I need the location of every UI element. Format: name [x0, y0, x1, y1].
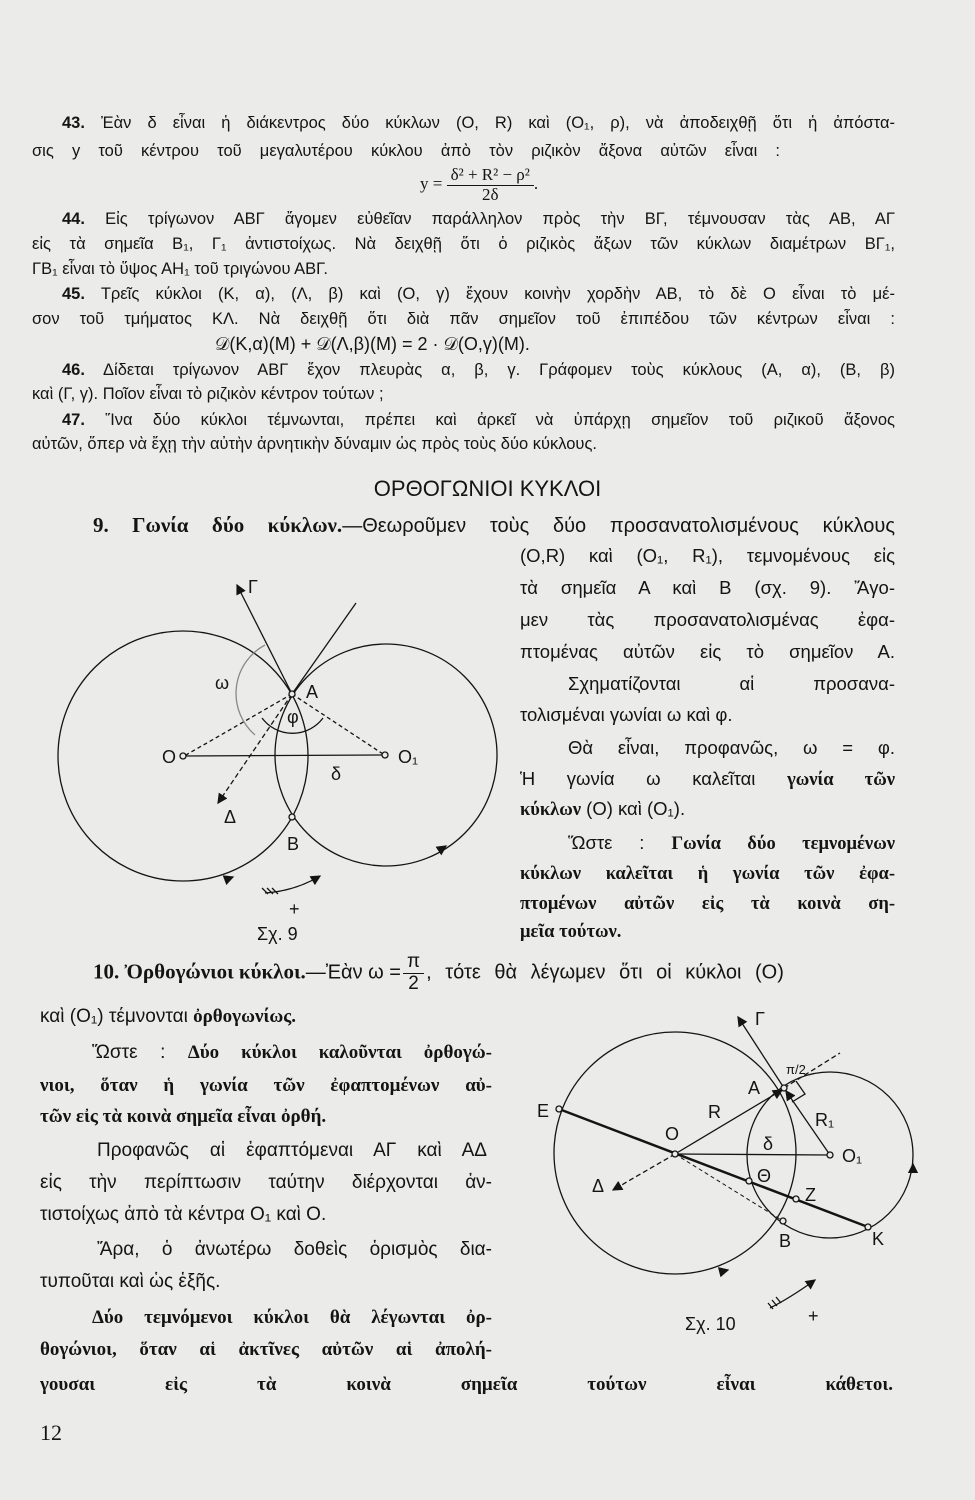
- radius-o1a: [292, 694, 383, 754]
- label-r1: R₁: [815, 1110, 835, 1130]
- section-10-line-10: τυποῦται καὶ ὡς ἑξῆς.: [40, 1271, 221, 1292]
- section-10-line-9: Ἄρα, ὁ ἀνωτέρω δοθεὶς ὁρισμὸς δια-: [97, 1239, 492, 1260]
- section-9-line-6: Σχηματίζονται αἱ προσανα-: [568, 673, 895, 694]
- rotation-direction-icon: [265, 876, 320, 893]
- exercise-number: 44.: [62, 210, 85, 228]
- text: —Ἐὰν ω =: [305, 961, 401, 984]
- section-10-line-1: [93, 952, 784, 995]
- label-b: Β: [287, 834, 300, 854]
- section-10-line-6: Προφανῶς αἱ ἐφαπτόμεναι ΑΓ καὶ ΑΔ: [97, 1140, 487, 1161]
- period: .: [533, 174, 539, 194]
- label-gamma: Γ: [248, 577, 258, 597]
- label-gamma: Γ: [755, 1009, 765, 1029]
- text: Τρεῖς κύκλοι (Κ, α), (Λ, β) καὶ (Ο, γ) ἔχουν κοινὴν χορδὴν ΑΒ, τὸ δὲ Ο εἶναι τὸ μέ-: [100, 285, 895, 303]
- label-o1: Ο₁: [842, 1146, 863, 1166]
- exercise-46-line-2: καὶ (Γ, γ). Ποῖον εἶναι τὸ ριζικὸν κέντρον τούτων ;: [32, 385, 384, 403]
- diameter-ek: [559, 1109, 868, 1227]
- exercise-45-line-1: [62, 284, 895, 306]
- tangent-gamma: [738, 1017, 784, 1088]
- label-plus: +: [289, 899, 300, 919]
- section-10-line-12: θογώνιοι, ὅταν αἱ ἀκτῖνες αὐτῶν αἱ ἀπολή-: [40, 1339, 492, 1360]
- point-b: [780, 1218, 786, 1224]
- point-b: [289, 814, 295, 820]
- figure-10: [554, 1017, 913, 1309]
- label-delta-upper: Δ: [224, 807, 237, 827]
- text: (Ο) καὶ (Ο₁).: [586, 798, 686, 819]
- label-z: Ζ: [805, 1185, 816, 1205]
- orientation-arrow: [440, 846, 446, 850]
- section-title: ΟΡΘΟΓΩΝΙΟΙ ΚΥΚΛΟΙ: [373, 476, 602, 501]
- label-delta-upper: Δ: [592, 1176, 605, 1196]
- page-number: 12: [40, 1420, 62, 1445]
- section-9-line-11: [568, 831, 895, 856]
- numerator: δ² + R² − ρ²: [447, 166, 534, 186]
- text: Δίδεται τρίγωνον ΑΒΓ ἔχον πλευρὰς α, β, γ. Γράφομεν τοὺς κύκλους (Α, α), (Β, β): [103, 361, 895, 379]
- arrow-feathers: [768, 1297, 781, 1309]
- center-line: [183, 755, 386, 756]
- fraction: [447, 166, 534, 204]
- point-o1: [827, 1152, 833, 1158]
- section-9-line-14: μεῖα τούτων.: [520, 922, 622, 942]
- section-heading: 9. Γωνία δύο κύκλων.: [93, 513, 343, 537]
- circle-o1: [747, 1072, 913, 1238]
- fraction-pi-over-2: [403, 952, 424, 995]
- label-o1: Ο₁: [398, 747, 419, 767]
- section-9-line-10: [520, 798, 685, 823]
- circle-o: [58, 631, 308, 881]
- point-z: [793, 1196, 799, 1202]
- formula-lhs: y =: [420, 174, 443, 194]
- label-delta: δ: [331, 764, 342, 784]
- point-o: [672, 1151, 678, 1157]
- section-9-line-3: τὰ σημεῖα Α καὶ Β (σχ. 9). Ἄγο-: [520, 577, 895, 598]
- angle-phi-arc: [262, 718, 323, 733]
- text: , τότε θὰ λέγωμεν ὅτι οἱ κύκλοι (Ο): [426, 961, 784, 984]
- label-b: Β: [779, 1231, 792, 1251]
- tangent-delta: [613, 1154, 675, 1190]
- section-9-line-13: πτομένων αὐτῶν εἰς τὰ κοινὰ ση-: [520, 894, 895, 914]
- orientation-arrow: [720, 1270, 728, 1272]
- figure-9-labels: [162, 577, 418, 944]
- exercise-number: 47.: [62, 411, 85, 429]
- section-10-line-13: γουσαι εἰς τὰ κοινὰ σημεῖα τούτων εἶναι κάθετοι.: [40, 1374, 893, 1395]
- text: Ὥστε :: [568, 832, 645, 853]
- section-10-line-4: νιοι, ὅταν ἡ γωνία τῶν ἐφαπτομένων αὐ-: [40, 1075, 492, 1096]
- text: —Θεωροῦμεν τοὺς δύο προσανατολισμένους κύκλους: [342, 515, 895, 537]
- tangent-gamma: [237, 585, 292, 694]
- exercise-44-line-2: εἰς τὰ σημεῖα Β₁, Γ₁ ἀντιστοίχως. Νὰ δειχθῇ ὅτι ὁ ριζικὸς ἄξων τῶν κύκλων διαμέτρων ΒΓ₁,: [32, 235, 895, 253]
- section-heading: 10. Ὀρθογώνιοι κύκλοι.: [93, 959, 306, 984]
- figure-10-labels: [537, 1009, 884, 1334]
- point-k: [865, 1224, 871, 1230]
- exercise-43-line-1: [62, 113, 895, 135]
- section-10-line-11: Δύο τεμνόμενοι κύκλοι θὰ λέγωνται ὀρ-: [92, 1307, 492, 1328]
- section-10-line-5: τῶν εἰς τὰ κοινὰ σημεῖα εἶναι ὀρθή.: [40, 1106, 327, 1127]
- figure-9-caption: Σχ. 9: [257, 924, 298, 944]
- label-omega: ω: [215, 673, 230, 693]
- section-9-line-2: (Ο,R) καὶ (Ο₁, R₁), τεμνομένους εἰς: [520, 545, 895, 566]
- point-theta: [746, 1178, 752, 1184]
- center-line: [675, 1154, 830, 1155]
- bold-definition: Γωνία δύο τεμνομένων: [671, 834, 895, 854]
- tangent-line: [292, 603, 356, 694]
- section-10-line-7: εἰς τὴν περίπτωσιν ταύτην διέρχονται ἀν-: [40, 1172, 492, 1193]
- exercise-45-line-2: σον τοῦ τμήματος ΚΛ. Νὰ δειχθῇ ὅτι διὰ πᾶν σημεῖον τοῦ ἐπιπέδου τῶν κέντρων εἶναι :: [32, 310, 895, 328]
- point-a: [781, 1085, 787, 1091]
- point-o: [180, 753, 186, 759]
- circle-o1: [275, 644, 497, 866]
- section-9-line-9: [520, 767, 895, 792]
- angle-omega-arc: [236, 645, 265, 735]
- circle-o: [554, 1032, 796, 1274]
- label-e: Ε: [537, 1101, 550, 1121]
- bold-definition: Δύο κύκλοι καλοῦνται ὀρθογώ-: [187, 1042, 492, 1063]
- rotation-direction-icon: [770, 1280, 815, 1308]
- label-o: Ο: [162, 747, 177, 767]
- figure-10-caption: Σχ. 10: [685, 1314, 736, 1334]
- figure-9: [58, 585, 497, 894]
- point-e: [556, 1106, 562, 1112]
- exercise-44-line-1: [62, 209, 895, 231]
- exercise-number: 46.: [62, 361, 85, 379]
- denominator: 2: [403, 973, 424, 995]
- exercise-47-line-2: αὐτῶν, ὅπερ νὰ ἔχῃ τὴν αὐτὴν ἀρνητικὴν δύναμιν ὡς πρὸς τοὺς δύο κύκλους.: [32, 435, 597, 453]
- text: Ἡ γωνία ω καλεῖται: [520, 768, 756, 789]
- section-10-line-2: [40, 1006, 296, 1032]
- exercise-47-line-1: [62, 410, 895, 432]
- text: καὶ (Ο₁) τέμνονται: [40, 1006, 188, 1027]
- radius-r1: [786, 1091, 830, 1155]
- radius-oa: [186, 694, 292, 755]
- section-9-line-8: Θὰ εἶναι, προφανῶς, ω = φ.: [568, 737, 895, 758]
- section-9-line-4: μεν τὰς προσανατολισμένας ἐφα-: [520, 609, 895, 630]
- section-9-line-12: κύκλων καλεῖται ἡ γωνία τῶν ἐφα-: [520, 864, 895, 884]
- label-phi: φ: [287, 707, 299, 727]
- label-a: Α: [748, 1078, 761, 1098]
- section-9-line-1: [93, 512, 895, 540]
- label-r: R: [708, 1102, 721, 1122]
- numerator: π: [406, 951, 421, 972]
- text: Ἵνα δύο κύκλοι τέμνωνται, πρέπει καὶ ἀρκεῖ νὰ ὑπάρχῃ σημεῖον τοῦ ριζικοῦ ἄξονος: [105, 411, 895, 429]
- bold-term: κύκλων: [520, 800, 582, 820]
- label-delta: δ: [763, 1134, 774, 1154]
- text: Ἐὰν δ εἶναι ἡ διάκεντρος δύο κύκλων (O, R) καὶ (O₁, ρ), νὰ ἀποδειχθῇ ὅτι ἡ ἀπόστα-: [101, 114, 895, 132]
- exercise-46-line-1: [62, 360, 895, 382]
- section-10-line-8: τιστοίχως ἀπὸ τὰ κέντρα Ο₁ καὶ Ο.: [40, 1204, 327, 1225]
- bold-term: γωνία τῶν: [787, 770, 895, 790]
- section-9-line-5: πτομένας αὐτῶν εἰς τὸ σημεῖον Α.: [520, 641, 895, 662]
- label-k: Κ: [872, 1229, 885, 1249]
- label-plus: +: [808, 1306, 819, 1326]
- orientation-arrow: [225, 877, 233, 880]
- exercise-number: 43.: [62, 114, 85, 132]
- text: Εἰς τρίγωνον ΑΒΓ ἄγομεν εὐθεῖαν παράλληλον πρὸς τὴν ΒΓ, τέμνουσαν τὰς ΑΒ, ΑΓ: [105, 210, 895, 228]
- bold-term: ὀρθογωνίως.: [193, 1006, 296, 1027]
- segment-ob: [675, 1154, 783, 1221]
- radius-r: [675, 1090, 782, 1154]
- point-o1: [382, 752, 388, 758]
- point-a: [289, 691, 295, 697]
- arrow-feathers: [262, 888, 278, 894]
- tangent-extension: [784, 1053, 840, 1088]
- label-theta: Θ: [757, 1166, 772, 1186]
- tangent-delta: [218, 694, 292, 803]
- right-angle-mark: [792, 1081, 805, 1102]
- denominator: 2δ: [481, 184, 499, 204]
- exercise-44-line-3: ΓΒ₁ εἶναι τὸ ὕψος ΑΗ₁ τοῦ τριγώνου ΑΒΓ.: [32, 260, 329, 278]
- label-o: Ο: [665, 1124, 680, 1144]
- exercise-43-line-2: σις y τοῦ κέντρου τοῦ μεγαλυτέρου κύκλου ἀπὸ τὸν ριζικὸν ἄξονα αὐτῶν εἶναι :: [32, 142, 780, 160]
- exercise-number: 45.: [62, 285, 85, 303]
- label-half-pi: π/2: [786, 1062, 806, 1077]
- section-9-line-7: τολισμέναι γωνίαι ω καὶ φ.: [520, 704, 733, 725]
- label-a: Α: [306, 682, 319, 702]
- section-10-line-3: [92, 1041, 492, 1067]
- formula-43: [420, 166, 538, 204]
- formula-45: 𝒟(Κ,α)(Μ) + 𝒟(Λ,β)(Μ) = 2 · 𝒟(Ο,γ)(Μ).: [215, 334, 530, 354]
- text: Ὥστε :: [92, 1042, 166, 1063]
